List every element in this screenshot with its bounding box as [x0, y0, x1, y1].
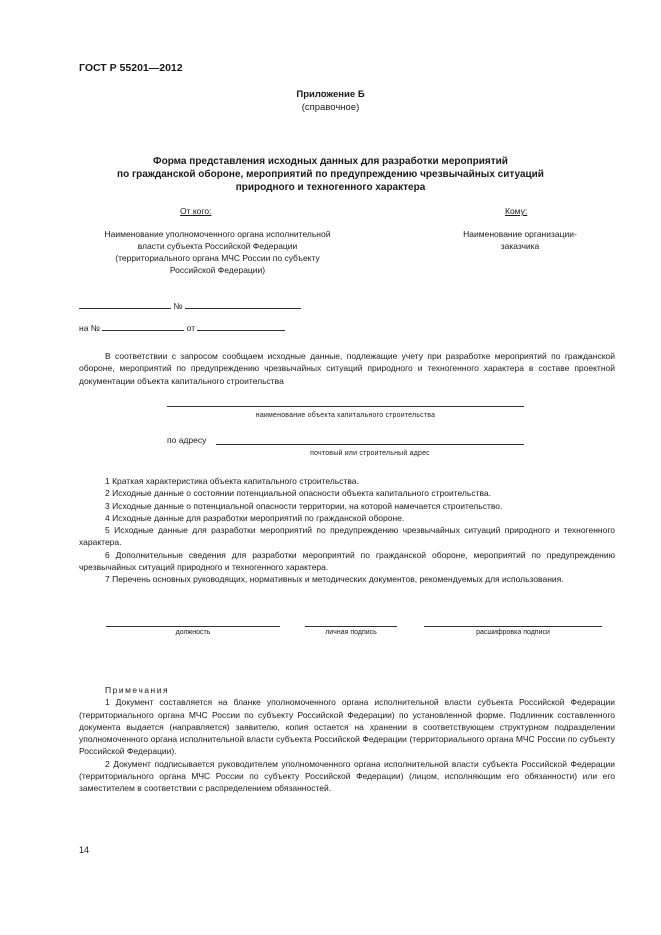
- recipient-line: заказчика: [500, 241, 540, 251]
- position-blank[interactable]: [106, 626, 280, 627]
- number-blank[interactable]: [185, 299, 301, 309]
- sender-line: (территориального органа МЧС России по субъекту: [115, 253, 320, 263]
- recipient-block: [445, 228, 595, 252]
- list-item: 6 Дополнительные сведения для разработки мероприятий по гражданской обороне, мероприятий по предупреждению чрезвычайных ситуаций природного и техногенного характера.: [79, 549, 615, 573]
- from-word: от: [186, 323, 196, 333]
- address-blank[interactable]: [216, 444, 524, 445]
- document-code: ГОСТ Р 55201—2012: [79, 62, 183, 74]
- appendix-title: Приложение Б: [296, 89, 365, 100]
- address-label: по адресу: [167, 435, 207, 445]
- sender-line: власти субъекта Российской Федерации: [137, 241, 298, 251]
- sender-block: [75, 228, 360, 276]
- number-sign: №: [173, 301, 183, 311]
- sender-line: Российской Федерации): [169, 265, 266, 275]
- decryption-caption: расшифровка подписи: [476, 629, 550, 636]
- signature-blank[interactable]: [305, 626, 397, 627]
- list-item: 7 Перечень основных руководящих, нормативных и методических документов, рекомендуемых для использования.: [105, 574, 564, 585]
- note-item: 2 Документ подписывается руководителем уполномоченного органа исполнительной власти субъекта Российской Федерации (территориального органа МЧС России по субъекту Российской Федерации) (лицом, исполняющим его обязанности) или его заместителем в соответствии с распределением обязанностей.: [79, 758, 615, 794]
- form-title-line: природного и техногенного характера: [235, 182, 426, 193]
- intro-paragraph: [79, 350, 615, 387]
- data-list: [79, 475, 615, 586]
- intro-text: В соответствии с запросом сообщаем исходные данные, подлежащие учету при разработке мероприятий по гражданской обороне, мероприятий по предупреждению чрезвычайных ситуаций природного и техногенного характера в составе проектной документации объекта капитального строительства: [79, 351, 615, 386]
- address-caption: почтовый или строительный адрес: [310, 450, 430, 457]
- appendix-subtitle: (справочное): [301, 102, 360, 113]
- list-item: 2 Исходные данные о состоянии потенциальной опасности объекта капитального строительства.: [105, 488, 491, 499]
- page-number: 14: [79, 845, 90, 855]
- list-item: 5 Исходные данные для разработки мероприятий по предупреждению чрезвычайных ситуаций природного и техногенного характера.: [79, 525, 615, 548]
- list-item: 3 Исходные данные о потенциальной опасности территории, на которой намечается строительство.: [105, 500, 503, 511]
- note-item: 1 Документ составляется на бланке уполномоченного органа исполнительной власти субъекта Российской Федерации (территориального органа МЧС России по субъекту Российской Федерации) по установленной форме. Подлинник составленного документа выдается (направляется) заявителю, копия остается на хранении в соответствующем структурном подразделении уполномоченного органа исполнительной власти субъекта Российской Федерации (территориального органа МЧС России по субъекту Российской Федерации).: [79, 697, 615, 757]
- list-item: 4 Исходные данные для разработки мероприятий по гражданской обороне.: [105, 512, 405, 523]
- outgoing-number-row: [79, 299, 301, 311]
- object-name-blank[interactable]: [167, 406, 524, 407]
- sender-label: От кого:: [180, 206, 212, 216]
- list-item: 1 Краткая характеристика объекта капитального строительства.: [105, 476, 359, 486]
- decryption-blank[interactable]: [424, 626, 602, 627]
- signature-caption: личная подпись: [325, 629, 377, 636]
- form-title-line: Форма представления исходных данных для разработки мероприятий: [153, 156, 508, 167]
- reference-row: [79, 321, 285, 333]
- recipient-line: Наименование организации-: [463, 229, 577, 239]
- notes-title: Примечания: [105, 685, 170, 695]
- reference-number-blank[interactable]: [102, 321, 184, 331]
- date-blank[interactable]: [79, 299, 171, 309]
- notes-section: [79, 684, 615, 795]
- position-caption: должность: [175, 629, 211, 636]
- object-name-caption: наименование объекта капитального строительства: [255, 412, 436, 419]
- recipient-label: Кому:: [505, 206, 528, 216]
- reference-prefix: на №: [79, 323, 100, 333]
- form-title-line: по гражданской обороне, мероприятий по предупреждению чрезвычайных ситуаций: [117, 169, 544, 180]
- reference-date-blank[interactable]: [197, 321, 285, 331]
- sender-line: Наименование уполномоченного органа исполнительной: [104, 229, 331, 239]
- form-title: [0, 155, 661, 194]
